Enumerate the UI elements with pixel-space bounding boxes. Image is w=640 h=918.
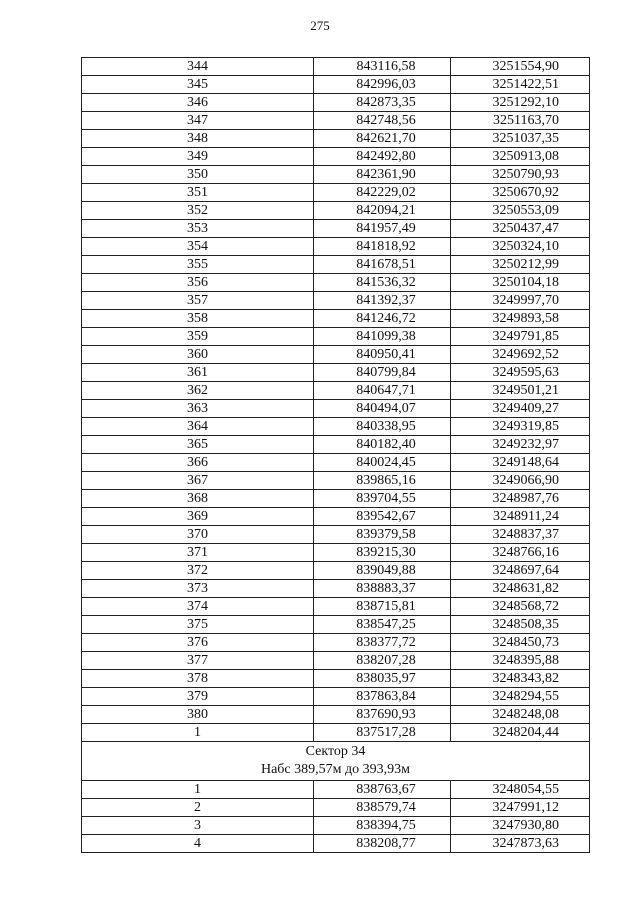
point-number-cell: 354: [82, 238, 314, 256]
point-number-cell: 374: [82, 598, 314, 616]
table-row: [82, 94, 590, 112]
x-coordinate-cell: 838715,81: [314, 598, 451, 616]
y-coordinate-cell: 3247930,80: [451, 817, 590, 835]
x-coordinate-cell: 841818,92: [314, 238, 451, 256]
table-row: [82, 652, 590, 670]
x-coordinate-cell: 837517,28: [314, 724, 451, 742]
y-coordinate-cell: 3249997,70: [451, 292, 590, 310]
table-row: [82, 76, 590, 94]
y-coordinate-cell: 3248508,35: [451, 616, 590, 634]
y-coordinate-cell: 3249148,64: [451, 454, 590, 472]
y-coordinate-cell: 3248450,73: [451, 634, 590, 652]
point-number-cell: 3: [82, 817, 314, 835]
sector-title: Сектор 34: [305, 744, 366, 759]
x-coordinate-cell: 838579,74: [314, 799, 451, 817]
table-row: [82, 274, 590, 292]
table-row: [82, 310, 590, 328]
x-coordinate-cell: 842361,90: [314, 166, 451, 184]
point-number-cell: 349: [82, 148, 314, 166]
x-coordinate-cell: 842492,80: [314, 148, 451, 166]
point-number-cell: 348: [82, 130, 314, 148]
x-coordinate-cell: 839379,58: [314, 526, 451, 544]
table-row: [82, 634, 590, 652]
y-coordinate-cell: 3251554,90: [451, 58, 590, 76]
x-coordinate-cell: 838207,28: [314, 652, 451, 670]
point-number-cell: 369: [82, 508, 314, 526]
y-coordinate-cell: 3249692,52: [451, 346, 590, 364]
x-coordinate-cell: 839049,88: [314, 562, 451, 580]
page-number: 275: [310, 18, 330, 33]
table-row: [82, 799, 590, 817]
point-number-cell: 345: [82, 76, 314, 94]
table-row: [82, 781, 590, 799]
table-row: [82, 166, 590, 184]
x-coordinate-cell: 838208,77: [314, 835, 451, 853]
table-row: [82, 562, 590, 580]
y-coordinate-cell: 3250104,18: [451, 274, 590, 292]
y-coordinate-cell: 3250324,10: [451, 238, 590, 256]
y-coordinate-cell: 3248248,08: [451, 706, 590, 724]
table-row: [82, 202, 590, 220]
x-coordinate-cell: 842873,35: [314, 94, 451, 112]
table-row: [82, 706, 590, 724]
y-coordinate-cell: 3248837,37: [451, 526, 590, 544]
table-row: [82, 238, 590, 256]
table-row: [82, 670, 590, 688]
point-number-cell: 376: [82, 634, 314, 652]
y-coordinate-cell: 3248766,16: [451, 544, 590, 562]
point-number-cell: 371: [82, 544, 314, 562]
table-row: [82, 418, 590, 436]
table-row: [82, 817, 590, 835]
y-coordinate-cell: 3247873,63: [451, 835, 590, 853]
sector-header-row: [82, 742, 590, 781]
y-coordinate-cell: 3248395,88: [451, 652, 590, 670]
sector-header-group: [82, 742, 590, 781]
x-coordinate-cell: 838883,37: [314, 580, 451, 598]
x-coordinate-cell: 842996,03: [314, 76, 451, 94]
point-number-cell: 373: [82, 580, 314, 598]
table-row: [82, 454, 590, 472]
y-coordinate-cell: 3248054,55: [451, 781, 590, 799]
x-coordinate-cell: 842229,02: [314, 184, 451, 202]
y-coordinate-cell: 3248697,64: [451, 562, 590, 580]
x-coordinate-cell: 838763,67: [314, 781, 451, 799]
y-coordinate-cell: 3248631,82: [451, 580, 590, 598]
point-number-cell: 370: [82, 526, 314, 544]
x-coordinate-cell: 843116,58: [314, 58, 451, 76]
point-number-cell: 372: [82, 562, 314, 580]
y-coordinate-cell: 3250553,09: [451, 202, 590, 220]
point-number-cell: 1: [82, 724, 314, 742]
y-coordinate-cell: 3248987,76: [451, 490, 590, 508]
table-row: [82, 58, 590, 76]
table-row: [82, 382, 590, 400]
table-row: [82, 436, 590, 454]
x-coordinate-cell: 841957,49: [314, 220, 451, 238]
x-coordinate-cell: 838547,25: [314, 616, 451, 634]
y-coordinate-cell: 3249232,97: [451, 436, 590, 454]
table-row: [82, 835, 590, 853]
x-coordinate-cell: 838394,75: [314, 817, 451, 835]
y-coordinate-cell: 3249409,27: [451, 400, 590, 418]
point-number-cell: 377: [82, 652, 314, 670]
y-coordinate-cell: 3247991,12: [451, 799, 590, 817]
point-number-cell: 361: [82, 364, 314, 382]
y-coordinate-cell: 3250790,93: [451, 166, 590, 184]
x-coordinate-cell: 837690,93: [314, 706, 451, 724]
point-number-cell: 346: [82, 94, 314, 112]
table-row: [82, 490, 590, 508]
point-number-cell: 353: [82, 220, 314, 238]
y-coordinate-cell: 3251422,51: [451, 76, 590, 94]
x-coordinate-cell: 839215,30: [314, 544, 451, 562]
table-row: [82, 472, 590, 490]
point-number-cell: 380: [82, 706, 314, 724]
point-number-cell: 366: [82, 454, 314, 472]
point-number-cell: 358: [82, 310, 314, 328]
table-row: [82, 130, 590, 148]
y-coordinate-cell: 3249501,21: [451, 382, 590, 400]
point-number-cell: 350: [82, 166, 314, 184]
point-number-cell: 356: [82, 274, 314, 292]
table-row: [82, 256, 590, 274]
y-coordinate-cell: 3251163,70: [451, 112, 590, 130]
x-coordinate-cell: 841246,72: [314, 310, 451, 328]
y-coordinate-cell: 3248911,24: [451, 508, 590, 526]
point-number-cell: 352: [82, 202, 314, 220]
x-coordinate-cell: 841392,37: [314, 292, 451, 310]
table-row: [82, 508, 590, 526]
point-number-cell: 360: [82, 346, 314, 364]
point-number-cell: 362: [82, 382, 314, 400]
x-coordinate-cell: 837863,84: [314, 688, 451, 706]
point-number-cell: 2: [82, 799, 314, 817]
y-coordinate-cell: 3248568,72: [451, 598, 590, 616]
point-number-cell: 344: [82, 58, 314, 76]
y-coordinate-cell: 3250913,08: [451, 148, 590, 166]
x-coordinate-cell: 841099,38: [314, 328, 451, 346]
y-coordinate-cell: 3248294,55: [451, 688, 590, 706]
x-coordinate-cell: 841678,51: [314, 256, 451, 274]
sector-header-cell: [82, 742, 590, 781]
x-coordinate-cell: 839704,55: [314, 490, 451, 508]
y-coordinate-cell: 3249791,85: [451, 328, 590, 346]
point-number-cell: 365: [82, 436, 314, 454]
x-coordinate-cell: 838377,72: [314, 634, 451, 652]
table-row: [82, 724, 590, 742]
point-number-cell: 355: [82, 256, 314, 274]
x-coordinate-cell: 838035,97: [314, 670, 451, 688]
table-row: [82, 346, 590, 364]
point-number-cell: 363: [82, 400, 314, 418]
point-number-cell: 375: [82, 616, 314, 634]
table-row: [82, 292, 590, 310]
x-coordinate-cell: 840494,07: [314, 400, 451, 418]
table-row: [82, 580, 590, 598]
x-coordinate-cell: 840950,41: [314, 346, 451, 364]
y-coordinate-cell: 3249893,58: [451, 310, 590, 328]
x-coordinate-cell: 840338,95: [314, 418, 451, 436]
sector-subtitle: Набс 389,57м до 393,93м: [260, 762, 410, 777]
point-number-cell: 351: [82, 184, 314, 202]
x-coordinate-cell: 839865,16: [314, 472, 451, 490]
point-number-cell: 357: [82, 292, 314, 310]
x-coordinate-cell: 840799,84: [314, 364, 451, 382]
x-coordinate-cell: 840647,71: [314, 382, 451, 400]
coordinates-table: [81, 57, 590, 853]
coordinates-table-body: [82, 58, 590, 742]
point-number-cell: 379: [82, 688, 314, 706]
point-number-cell: 347: [82, 112, 314, 130]
y-coordinate-cell: 3249319,85: [451, 418, 590, 436]
table-row: [82, 544, 590, 562]
y-coordinate-cell: 3251037,35: [451, 130, 590, 148]
x-coordinate-cell: 842621,70: [314, 130, 451, 148]
table-row: [82, 526, 590, 544]
y-coordinate-cell: 3250437,47: [451, 220, 590, 238]
point-number-cell: 364: [82, 418, 314, 436]
table-row: [82, 364, 590, 382]
x-coordinate-cell: 840182,40: [314, 436, 451, 454]
table-row: [82, 148, 590, 166]
x-coordinate-cell: 842748,56: [314, 112, 451, 130]
point-number-cell: 359: [82, 328, 314, 346]
table-row: [82, 184, 590, 202]
x-coordinate-cell: 841536,32: [314, 274, 451, 292]
point-number-cell: 367: [82, 472, 314, 490]
point-number-cell: 378: [82, 670, 314, 688]
point-number-cell: 368: [82, 490, 314, 508]
y-coordinate-cell: 3250212,99: [451, 256, 590, 274]
point-number-cell: 1: [82, 781, 314, 799]
x-coordinate-cell: 839542,67: [314, 508, 451, 526]
table-row: [82, 400, 590, 418]
table-row: [82, 112, 590, 130]
x-coordinate-cell: 840024,45: [314, 454, 451, 472]
y-coordinate-cell: 3250670,92: [451, 184, 590, 202]
sector-table-body: [82, 781, 590, 853]
y-coordinate-cell: 3249595,63: [451, 364, 590, 382]
y-coordinate-cell: 3248343,82: [451, 670, 590, 688]
point-number-cell: 4: [82, 835, 314, 853]
table-row: [82, 688, 590, 706]
y-coordinate-cell: 3249066,90: [451, 472, 590, 490]
table-row: [82, 328, 590, 346]
table-row: [82, 598, 590, 616]
y-coordinate-cell: 3248204,44: [451, 724, 590, 742]
table-row: [82, 616, 590, 634]
x-coordinate-cell: 842094,21: [314, 202, 451, 220]
y-coordinate-cell: 3251292,10: [451, 94, 590, 112]
table-row: [82, 220, 590, 238]
